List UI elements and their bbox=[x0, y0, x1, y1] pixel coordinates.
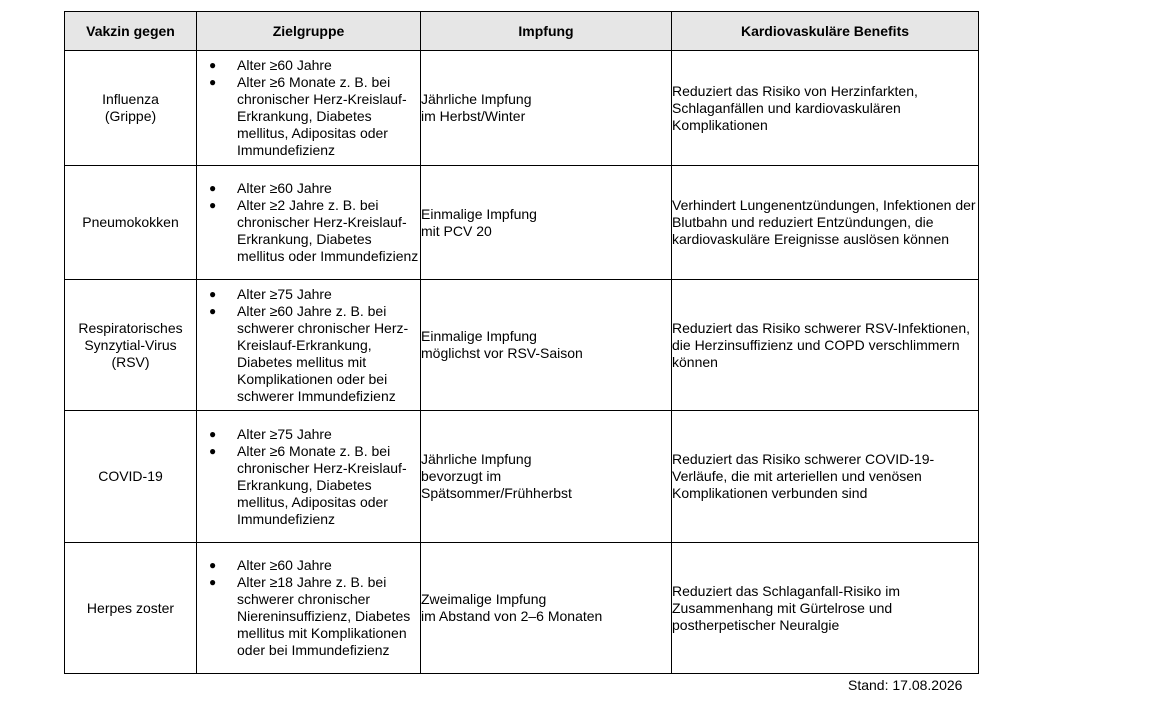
header-target-group: Zielgruppe bbox=[197, 12, 421, 51]
benefit-cell: Reduziert das Risiko schwerer RSV-Infektionen, die Herzinsuffizienz und COPD verschlimmern können bbox=[672, 280, 979, 411]
target-group-list bbox=[197, 286, 420, 405]
header-vaccine: Vakzin gegen bbox=[65, 12, 197, 51]
benefit-cell: Verhindert Lungenentzündungen, Infektionen der Blutbahn und reduziert Entzündungen, die kardiovaskuläre Ereignisse auslösen können bbox=[672, 166, 979, 280]
table-header-row bbox=[65, 12, 979, 51]
list-item: ● Alter ≥6 Monate z. B. bei chronischer Herz-Kreislauf-Erkrankung, Diabetes mellitus, Adipositas oder Immundefizienz bbox=[209, 74, 407, 158]
list-item: ● Alter ≥2 Jahre z. B. bei chronischer Herz-Kreislauf-Erkrankung, Diabetes mellitus oder Immundefizienz bbox=[209, 197, 419, 264]
table-row bbox=[65, 280, 979, 411]
bullet-icon: ● bbox=[209, 198, 217, 212]
list-item: ● Alter ≥60 Jahre bbox=[209, 57, 332, 73]
list-item: ● Alter ≥60 Jahre bbox=[209, 557, 332, 573]
stand-date: Stand: 17.08.2026 bbox=[848, 677, 963, 693]
vaccine-cell bbox=[65, 280, 197, 411]
vaccination-line: Jährliche Impfung bbox=[421, 91, 532, 107]
benefit-cell: Reduziert das Risiko von Herzinfarkten, Schlaganfällen und kardiovaskulären Komplikationen bbox=[672, 51, 979, 166]
vaccine-cell bbox=[65, 543, 197, 674]
vaccination-line: Spätsommer/Frühherbst bbox=[421, 485, 572, 501]
benefit-cell: Reduziert das Schlaganfall-Risiko im Zusammenhang mit Gürtelrose und postherpetischer Neuralgie bbox=[672, 543, 979, 674]
vaccine-name-line: Respiratorisches bbox=[78, 319, 183, 336]
bullet-icon: ● bbox=[209, 443, 217, 458]
vaccine-name-line: Synzytial-Virus bbox=[84, 336, 177, 353]
bullet-icon: ● bbox=[209, 58, 217, 72]
vaccination-cell bbox=[421, 166, 672, 280]
vaccination-cell bbox=[421, 51, 672, 166]
vaccine-name-line: (RSV) bbox=[111, 353, 150, 370]
target-group-cell bbox=[197, 543, 421, 674]
target-group-cell bbox=[197, 51, 421, 166]
vaccine-name-line: (Grippe) bbox=[104, 108, 157, 124]
benefit-cell: Reduziert das Risiko schwerer COVID-19-Verläufe, die mit arteriellen und venösen Komplikationen verbunden sind bbox=[672, 411, 979, 543]
table-row bbox=[65, 51, 979, 166]
bullet-icon: ● bbox=[209, 75, 217, 89]
vaccine-name-line: Pneumokokken bbox=[82, 214, 179, 230]
target-group-list bbox=[197, 557, 420, 659]
vaccination-line: im Herbst/Winter bbox=[421, 108, 526, 124]
vaccination-line: im Abstand von 2–6 Monaten bbox=[421, 608, 603, 624]
table-row bbox=[65, 411, 979, 543]
bullet-icon: ● bbox=[209, 303, 217, 318]
bullet-icon: ● bbox=[209, 286, 217, 301]
target-group-cell bbox=[197, 166, 421, 280]
header-vaccination: Impfung bbox=[421, 12, 672, 51]
vaccination-line: Jährliche Impfung bbox=[421, 451, 532, 467]
vaccine-cell bbox=[65, 166, 197, 280]
vaccine-name-line: COVID-19 bbox=[98, 468, 163, 484]
target-group-list bbox=[197, 180, 420, 265]
target-group-list bbox=[197, 426, 420, 528]
bullet-icon: ● bbox=[209, 181, 217, 195]
vaccination-table bbox=[64, 11, 979, 674]
vaccination-cell bbox=[421, 280, 672, 411]
table-row bbox=[65, 166, 979, 280]
list-item: ● Alter ≥60 Jahre bbox=[209, 180, 332, 196]
vaccination-line: Einmalige Impfung bbox=[421, 205, 537, 222]
bullet-icon: ● bbox=[209, 426, 217, 441]
vaccination-cell bbox=[421, 411, 672, 543]
header-cardio-benefits: Kardiovaskuläre Benefits bbox=[672, 12, 979, 51]
list-item: ● Alter ≥18 Jahre z. B. bei schwerer chronischer Niereninsuffizienz, Diabetes mellitus mit Komplikationen oder bei Immundefizienz bbox=[209, 574, 411, 658]
table-row bbox=[65, 543, 979, 674]
vaccine-name-line: Influenza bbox=[102, 91, 159, 107]
target-group-list bbox=[197, 57, 420, 159]
vaccination-line: bevorzugt im bbox=[421, 468, 502, 484]
list-item: ● Alter ≥75 Jahre bbox=[209, 285, 332, 302]
vaccine-cell bbox=[65, 411, 197, 543]
vaccine-name-line: Herpes zoster bbox=[86, 599, 175, 616]
target-group-cell bbox=[197, 280, 421, 411]
vaccine-cell bbox=[65, 51, 197, 166]
vaccination-line: möglichst vor RSV-Saison bbox=[421, 345, 583, 361]
vaccination-cell bbox=[421, 543, 672, 674]
bullet-icon: ● bbox=[209, 575, 217, 589]
list-item: ● Alter ≥75 Jahre bbox=[209, 425, 332, 442]
list-item: ● Alter ≥6 Monate z. B. bei chronischer Herz-Kreislauf-Erkrankung, Diabetes mellitus, Adipositas oder Immundefizienz bbox=[209, 442, 407, 527]
vaccination-line: Einmalige Impfung bbox=[421, 328, 537, 344]
list-item: ● Alter ≥60 Jahre z. B. bei schwerer chronischer Herz-Kreislauf-Erkrankung, Diabetes mellitus mit Komplikationen oder bei schwerer Immundefizienz bbox=[209, 302, 409, 404]
bullet-icon: ● bbox=[209, 558, 217, 572]
vaccination-line: mit PCV 20 bbox=[421, 222, 492, 239]
target-group-cell bbox=[197, 411, 421, 543]
vaccination-line: Zweimalige Impfung bbox=[421, 591, 547, 607]
